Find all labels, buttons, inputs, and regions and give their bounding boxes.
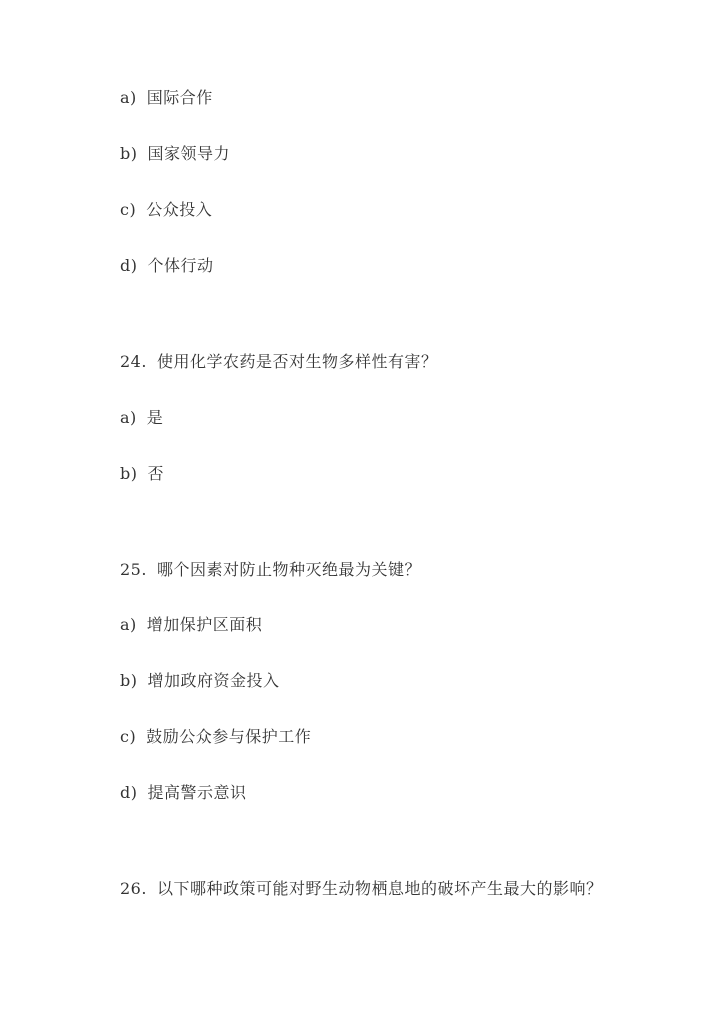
option-text: 公众投入 — [146, 200, 213, 219]
option-text: 增加政府资金投入 — [147, 671, 280, 690]
question-text: 哪个因素对防止物种灭绝最为关键？ — [156, 560, 421, 579]
option-d — [120, 783, 247, 803]
question-text: 以下哪种政策可能对野生动物栖息地的破坏产生最大的影响？ — [156, 879, 603, 898]
option-marker: c) — [120, 200, 137, 219]
option-marker: a) — [120, 88, 137, 107]
question-number: 24. — [120, 352, 147, 371]
option-marker: c) — [120, 727, 137, 746]
option-marker: b) — [120, 464, 138, 483]
option-text: 是 — [146, 408, 164, 427]
question-25 — [120, 560, 421, 580]
option-text: 否 — [147, 464, 164, 483]
option-text: 国家领导力 — [147, 144, 230, 163]
option-marker: a) — [120, 615, 137, 634]
option-d — [120, 256, 214, 276]
question-number: 25. — [120, 560, 147, 579]
option-c — [120, 727, 311, 747]
option-a — [120, 615, 262, 635]
option-text: 提高警示意识 — [147, 783, 247, 802]
option-text: 鼓励公众参与保护工作 — [146, 727, 312, 746]
question-number: 26. — [120, 879, 147, 898]
option-marker: d) — [120, 256, 138, 275]
option-c — [120, 200, 212, 220]
option-a — [120, 88, 213, 108]
option-marker: b) — [120, 144, 138, 163]
option-text: 国际合作 — [146, 88, 213, 107]
option-marker: d) — [120, 783, 138, 802]
option-text: 增加保护区面积 — [146, 615, 263, 634]
option-b — [120, 671, 280, 691]
question-24 — [120, 352, 437, 372]
option-a — [120, 408, 163, 428]
option-text: 个体行动 — [147, 256, 214, 275]
option-b — [120, 464, 164, 484]
question-text: 使用化学农药是否对生物多样性有害？ — [156, 352, 438, 371]
question-26 — [120, 879, 602, 899]
option-marker: a) — [120, 408, 137, 427]
option-marker: b) — [120, 671, 138, 690]
option-b — [120, 144, 230, 164]
